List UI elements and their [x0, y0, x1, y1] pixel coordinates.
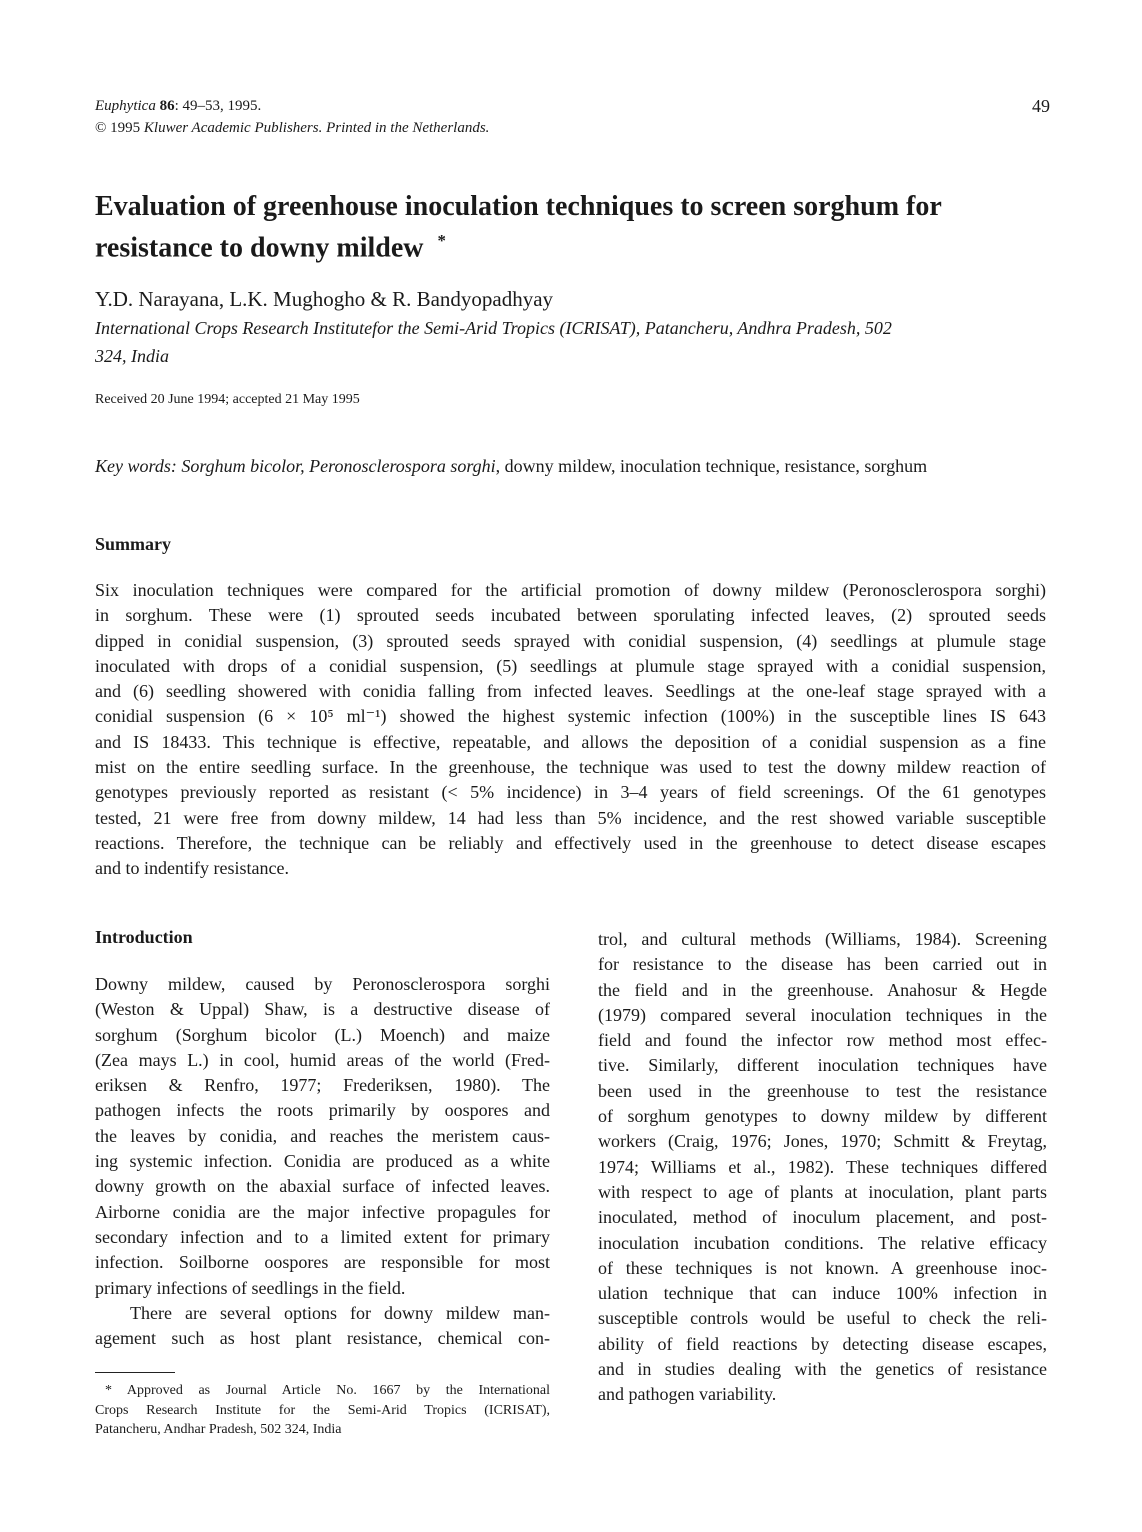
- summary-line: and (6) seedling showered with conidia falling from infected leaves. Seedlings at the one-leaf stage sprayed with a: [95, 681, 1046, 702]
- received-dates: Received 20 June 1994; accepted 21 May 1995: [95, 392, 360, 407]
- copyright-line: [95, 117, 795, 139]
- intro-line: for resistance to the disease has been carried out in: [598, 954, 1047, 975]
- intro-line: infection. Soilborne oospores are responsible for most: [95, 1252, 550, 1273]
- intro-left-column: [95, 972, 550, 1351]
- intro-line: inoculation incubation conditions. The relative efficacy: [598, 1232, 1047, 1253]
- intro-line: tive. Similarly, different inoculation techniques have: [598, 1055, 1047, 1076]
- intro-line: inoculated, method of inoculum placement, and post-: [598, 1207, 1047, 1228]
- intro-line: and in studies dealing with the genetics of resistance: [598, 1359, 1047, 1380]
- page-number: 49: [1032, 96, 1050, 116]
- intro-line: field and found the infector row method most effec-: [598, 1030, 1047, 1051]
- summary-line: Six inoculation techniques were compared for the artificial promotion of downy mildew (Peronosclerospora sorghi): [95, 580, 1046, 600]
- intro-line: Airborne conidia are the major infective propagules for: [95, 1201, 550, 1222]
- journal-name: Euphytica: [95, 98, 156, 114]
- keywords: [95, 456, 1055, 477]
- summary-line: mist on the entire seedling surface. In the greenhouse, the technique was used to test the downy mildew reaction of: [95, 757, 1046, 778]
- summary-line: reactions. Therefore, the technique can be reliably and effectively used in the greenhouse to detect disease escapes: [95, 832, 1046, 853]
- intro-line: secondary infection and to a limited extent for primary: [95, 1226, 550, 1247]
- paper-title: [95, 190, 1055, 265]
- intro-line: ability of field reactions by detecting disease escapes,: [598, 1333, 1047, 1354]
- intro-line: downy growth on the abaxial surface of infected leaves.: [95, 1176, 550, 1197]
- affiliation: [95, 314, 1055, 370]
- journal-volume: 86: [159, 98, 175, 114]
- intro-line: the field and in the greenhouse. Anahosur & Hegde: [598, 979, 1047, 1000]
- keywords-italic-terms: Sorghum bicolor, Peronosclerospora sorghi: [181, 456, 496, 476]
- affiliation-line-1: International Crops Research Institutefor the Semi-Arid Tropics (ICRISAT), Patancheru, Andhra Pradesh, 502: [95, 318, 892, 338]
- journal-pages: : 49–53, 1995.: [174, 98, 262, 114]
- footnote-line: * Approved as Journal Article No. 1667 by the International: [105, 1383, 550, 1398]
- summary-heading: Summary: [95, 534, 171, 554]
- keywords-rest: , downy mildew, inoculation technique, resistance, sorghum: [495, 456, 928, 476]
- intro-line: eriksen & Renfro, 1977; Frederiksen, 1980). The: [95, 1075, 550, 1096]
- intro-line: trol, and cultural methods (Williams, 1984). Screening: [598, 929, 1047, 949]
- intro-line: ing systemic infection. Conidia are produced as a white: [95, 1151, 550, 1172]
- intro-line: the leaves by conidia, and reaches the meristem caus-: [95, 1125, 550, 1146]
- intro-line: There are several options for downy mildew man-: [130, 1302, 550, 1323]
- intro-line: ulation technique that can induce 100% infection in: [598, 1283, 1047, 1304]
- title-line-2: resistance to downy mildew *: [95, 231, 446, 264]
- intro-line: with respect to age of plants at inoculation, plant parts: [598, 1181, 1047, 1202]
- title-line-1: Evaluation of greenhouse inoculation techniques to screen sorghum for: [95, 191, 942, 222]
- summary-line: tested, 21 were free from downy mildew, 14 had less than 5% incidence, and the rest showed variable susceptible: [95, 807, 1046, 828]
- summary-line: conidial suspension (6 × 10⁵ ml⁻¹) showed the highest systemic infection (100%) in the susceptible lines IS 643: [95, 706, 1046, 727]
- intro-right-column: [598, 927, 1047, 1408]
- intro-line: and pathogen variability.: [598, 1384, 777, 1405]
- intro-line: susceptible controls would be useful to check the reli-: [598, 1308, 1047, 1329]
- intro-line: of sorghum genotypes to downy mildew by different: [598, 1106, 1047, 1127]
- footnote-rule: [95, 1372, 175, 1373]
- footnote: [95, 1381, 550, 1440]
- summary-text: [95, 578, 1046, 882]
- intro-line: primary infections of seedlings in the field.: [95, 1277, 406, 1298]
- intro-line: agement such as host plant resistance, chemical con-: [95, 1328, 550, 1349]
- intro-line: workers (Craig, 1976; Jones, 1970; Schmitt & Freytag,: [598, 1131, 1047, 1152]
- summary-line: in sorghum. These were (1) sprouted seeds incubated between sporulating infected leaves, (2) sprouted seeds: [95, 605, 1046, 626]
- summary-line: genotypes previously reported as resistant (< 5% incidence) in 3–4 years of field screenings. Of the 61 genotypes: [95, 782, 1046, 803]
- intro-line: (Weston & Uppal) Shaw, is a destructive disease of: [95, 999, 550, 1020]
- summary-line: and IS 18433. This technique is effective, repeatable, and allows the deposition of a conidial suspension as a fine: [95, 731, 1046, 752]
- intro-line: pathogen infects the roots primarily by oospores and: [95, 1100, 550, 1121]
- authors: Y.D. Narayana, L.K. Mughogho & R. Bandyopadhyay: [95, 287, 554, 311]
- copyright-year: © 1995: [95, 120, 141, 136]
- publisher: Kluwer Academic Publishers. Printed in the Netherlands.: [143, 120, 490, 136]
- intro-line: been used in the greenhouse to test the resistance: [598, 1080, 1047, 1101]
- intro-line: (Zea mays L.) in cool, humid areas of the world (Fred-: [95, 1049, 550, 1070]
- intro-line: sorghum (Sorghum bicolor (L.) Moench) and maize: [95, 1024, 550, 1045]
- keywords-label: Key words:: [95, 456, 177, 476]
- summary-line: inoculated with drops of a conidial suspension, (5) seedlings at plumule stage sprayed with a conidial suspension,: [95, 655, 1046, 676]
- intro-line: 1974; Williams et al., 1982). These techniques differed: [598, 1156, 1047, 1177]
- intro-line: Downy mildew, caused by Peronosclerospora sorghi: [95, 974, 550, 994]
- footnote-line: Crops Research Institute for the Semi-Arid Tropics (ICRISAT),: [95, 1402, 550, 1418]
- footnote-line: Patancheru, Andhar Pradesh, 502 324, India: [95, 1422, 342, 1437]
- title-footnote-mark: *: [437, 231, 446, 250]
- intro-line: (1979) compared several inoculation techniques in the: [598, 1004, 1047, 1025]
- introduction-heading: Introduction: [95, 927, 193, 947]
- journal-citation: [95, 95, 795, 117]
- intro-line: of these techniques is not known. A greenhouse inoc-: [598, 1257, 1047, 1278]
- summary-line: dipped in conidial suspension, (3) sprouted seeds sprayed with conidial suspension, (4) seedlings at plumule stage: [95, 630, 1046, 651]
- affiliation-line-2: 324, India: [95, 346, 169, 366]
- summary-line: and to indentify resistance.: [95, 858, 289, 879]
